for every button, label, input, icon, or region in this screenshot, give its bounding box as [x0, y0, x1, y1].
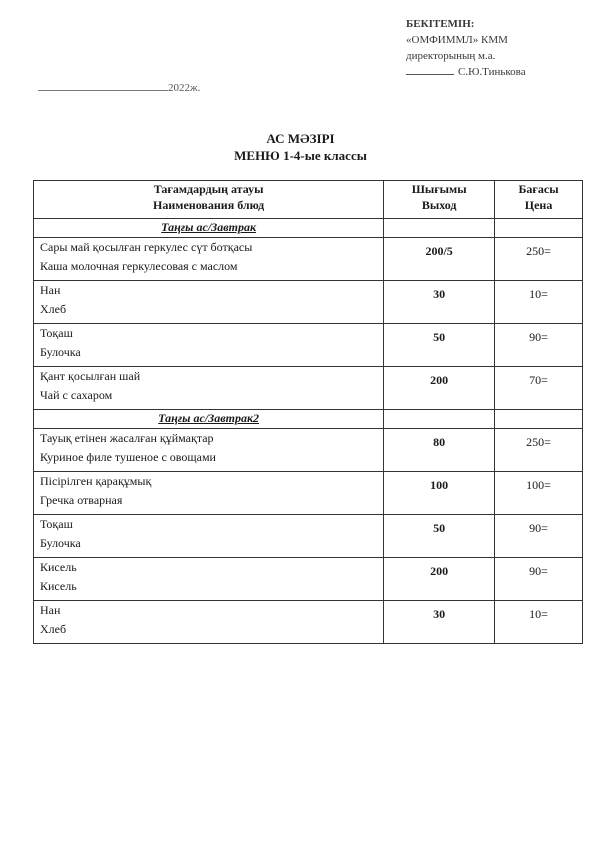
header-name-ru: Наименования блюд — [153, 198, 265, 212]
dish-name-cell — [34, 472, 384, 515]
dish-name-cell — [34, 429, 384, 472]
page-title: АС МӘЗІРІ — [266, 131, 335, 146]
date-blank — [38, 80, 168, 91]
header-name-kz: Тағамдардың атауы — [153, 182, 264, 196]
dish-price: 250= — [495, 238, 583, 281]
dish-name-kz: Тауық етінен жасалған құймақтар — [40, 431, 214, 445]
approval-org: «ОМФИММЛ» КММ — [406, 34, 508, 46]
menu-table — [33, 180, 583, 644]
dish-output: 80 — [384, 429, 495, 472]
table-row — [34, 238, 583, 281]
table-header-row — [34, 181, 583, 219]
header-price-ru: Цена — [524, 198, 553, 212]
dish-name-kz: Кисель — [40, 560, 77, 574]
table-row — [34, 324, 583, 367]
dish-name-kz: Нан — [40, 283, 61, 297]
dish-name-cell — [34, 281, 384, 324]
dish-name-kz: Нан — [40, 603, 61, 617]
dish-name-cell — [34, 367, 384, 410]
dish-price: 90= — [495, 324, 583, 367]
section-empty-cell — [495, 219, 583, 238]
dish-name-cell — [34, 601, 384, 644]
section-empty-cell — [384, 219, 495, 238]
dish-name-ru: Чай с сахаром — [40, 388, 113, 402]
section-empty-cell — [384, 410, 495, 429]
dish-name-ru: Булочка — [40, 536, 81, 550]
dish-name-kz: Тоқаш — [40, 517, 73, 531]
dish-name-kz: Қант қосылған шай — [40, 369, 141, 383]
dish-name-ru: Хлеб — [40, 622, 67, 636]
header-name — [34, 181, 384, 219]
section-empty-cell — [495, 410, 583, 429]
header-output-kz: Шығымы — [411, 182, 467, 196]
dish-output: 30 — [384, 281, 495, 324]
dish-name-cell — [34, 558, 384, 601]
table-row — [34, 281, 583, 324]
page-subtitle: МЕНЮ 1-4-ые классы — [234, 148, 367, 163]
dish-name-ru: Кисель — [40, 579, 77, 593]
table-row — [34, 558, 583, 601]
dish-name-ru: Каша молочная геркулесовая с маслом — [40, 259, 238, 273]
dish-name-kz: Пісірілген қарақұмық — [40, 474, 152, 488]
approval-role: директорының м.а. — [406, 50, 496, 62]
header-price — [495, 181, 583, 219]
dish-price: 90= — [495, 515, 583, 558]
dish-output: 200/5 — [384, 238, 495, 281]
dish-output: 50 — [384, 324, 495, 367]
date-suffix: 2022ж. — [168, 82, 201, 94]
table-row — [34, 367, 583, 410]
section-header-row — [34, 219, 583, 238]
dish-output: 30 — [384, 601, 495, 644]
dish-name-cell — [34, 515, 384, 558]
signature-line — [406, 64, 454, 75]
section-header-row — [34, 410, 583, 429]
dish-price: 100= — [495, 472, 583, 515]
header-output — [384, 181, 495, 219]
section-title: Таңғы ас/Завтрак — [34, 219, 384, 238]
table-row — [34, 515, 583, 558]
dish-output: 50 — [384, 515, 495, 558]
header-output-ru: Выход — [421, 198, 457, 212]
dish-name-cell — [34, 238, 384, 281]
dish-price: 10= — [495, 601, 583, 644]
dish-name-cell — [34, 324, 384, 367]
approval-signer: С.Ю.Тинькова — [458, 66, 526, 78]
dish-price: 250= — [495, 429, 583, 472]
dish-output: 200 — [384, 367, 495, 410]
dish-output: 200 — [384, 558, 495, 601]
header-price-kz: Бағасы — [518, 182, 559, 196]
dish-name-ru: Гречка отварная — [40, 493, 123, 507]
dish-name-kz: Сары май қосылған геркулес сүт ботқасы — [40, 240, 253, 254]
approval-heading: БЕКІТЕМІН: — [406, 18, 475, 30]
dish-name-ru: Булочка — [40, 345, 81, 359]
approval-block — [406, 16, 526, 80]
table-row — [34, 472, 583, 515]
dish-price: 70= — [495, 367, 583, 410]
dish-price: 90= — [495, 558, 583, 601]
table-row — [34, 429, 583, 472]
approval-signer-line — [406, 64, 526, 80]
dish-price: 10= — [495, 281, 583, 324]
table-row — [34, 601, 583, 644]
dish-name-ru: Хлеб — [40, 302, 67, 316]
dish-name-kz: Тоқаш — [40, 326, 73, 340]
dish-name-ru: Куриное филе тушеное с овощами — [40, 450, 216, 464]
date-line — [38, 80, 200, 94]
section-title: Таңғы ас/Завтрак2 — [34, 410, 384, 429]
dish-output: 100 — [384, 472, 495, 515]
